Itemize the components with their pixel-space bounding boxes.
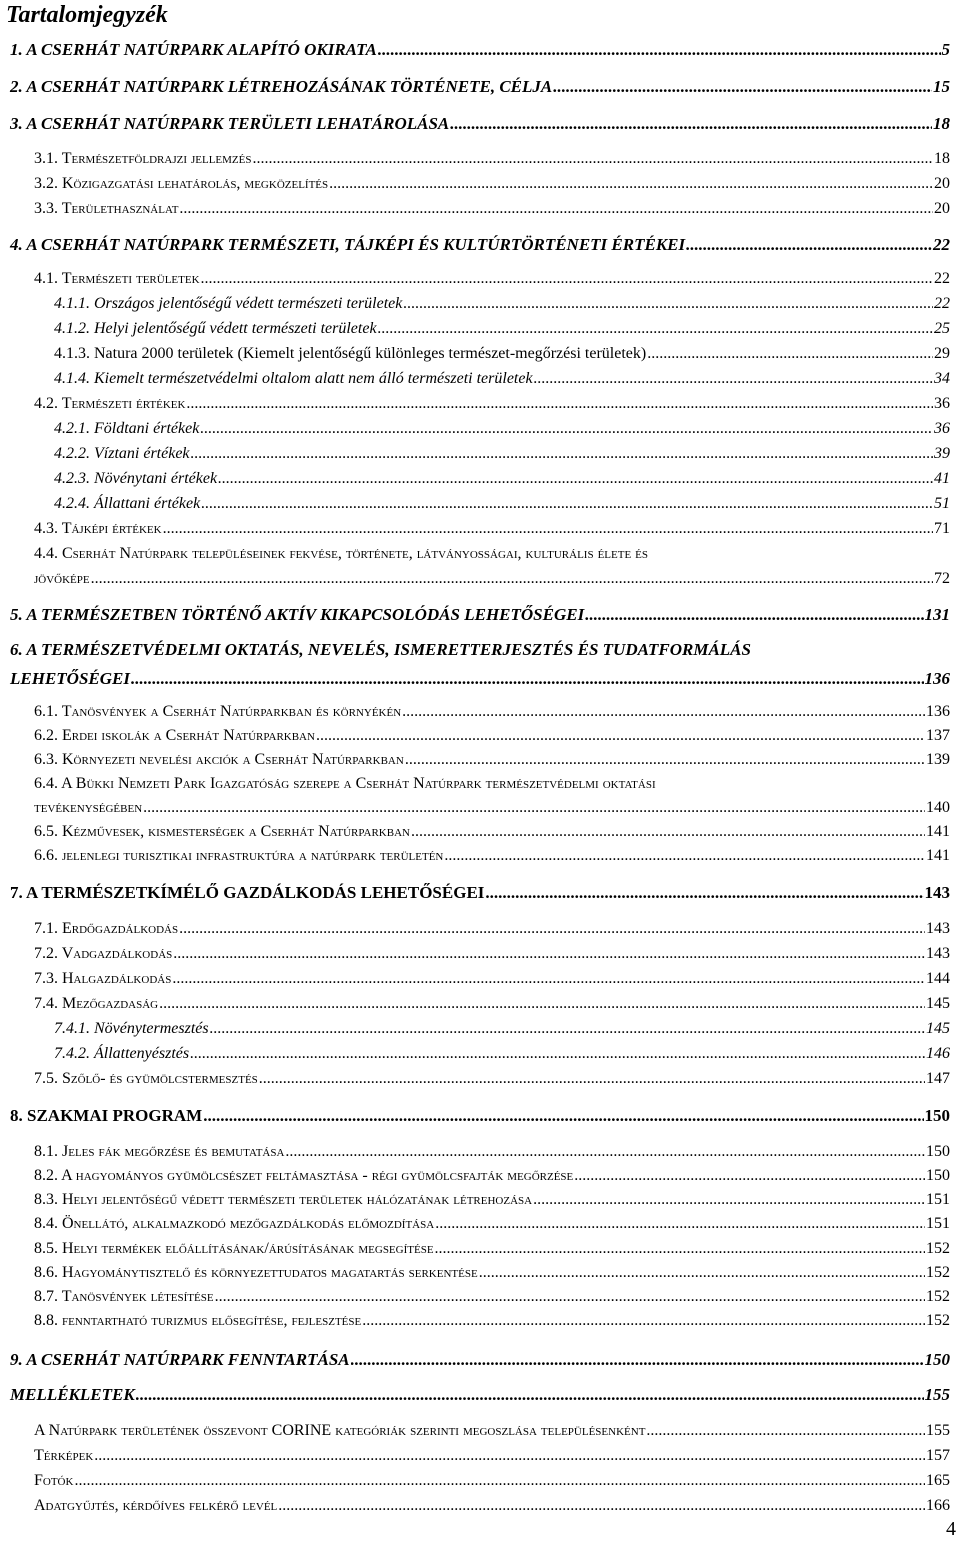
toc-entry-title: 7.4.1. Növénytermesztés xyxy=(54,1020,209,1037)
toc-entry-title: tevékenységében xyxy=(34,799,143,816)
toc-entry-title: 8.6. Hagyománytisztelő és környezettudatos magatartás serkentése xyxy=(34,1264,478,1281)
toc-entry-title: Térképek xyxy=(34,1447,94,1464)
dot-leader xyxy=(403,295,933,313)
toc-entry-title: 3. A CSERHÁT NATÚRPARK TERÜLETI LEHATÁROLÁSA xyxy=(10,114,450,133)
dot-leader xyxy=(210,1020,925,1038)
toc-entry-title: 6.5. Kézművesek, kismesterségek a Cserhát Natúrparkban xyxy=(34,823,410,840)
toc-page-number: 150 xyxy=(924,1350,950,1369)
toc-entry[interactable] xyxy=(34,920,950,938)
dot-leader xyxy=(435,1240,925,1258)
toc-page-number: 18 xyxy=(934,150,950,167)
dot-leader xyxy=(553,77,932,97)
toc-entry-title: 6.2. Erdei iskolák a Cserhát Natúrparkban xyxy=(34,727,315,744)
dot-leader xyxy=(131,669,924,689)
toc-entry-title: 4.2.4. Állattani értékek xyxy=(54,495,201,512)
toc-entry-title: 8.3. Helyi jelentőségű védett természeti területek hálózatának létrehozása xyxy=(34,1191,533,1208)
dot-leader xyxy=(218,470,933,488)
dot-leader xyxy=(316,727,925,745)
dot-leader xyxy=(173,945,925,963)
toc-entry-title: 7. A TERMÉSZETKÍMÉLŐ GAZDÁLKODÁS LEHETŐSÉGEI xyxy=(10,883,485,902)
toc-entry-title: 7.3. Halgazdálkodás xyxy=(34,970,172,987)
dot-leader xyxy=(485,883,923,903)
dot-leader xyxy=(351,1350,924,1370)
toc-entry[interactable] xyxy=(54,420,950,438)
toc-page-number: 145 xyxy=(926,1020,950,1037)
toc-page-number: 143 xyxy=(924,883,950,902)
toc-entry-title: 4.1.2. Helyi jelentőségű védett természeti területek xyxy=(54,320,377,337)
toc-page-number: 150 xyxy=(926,1167,950,1184)
toc-entry-title: 7.4. Mezőgazdaság xyxy=(34,995,159,1012)
toc-entry-title: 6.6. jelenlegi turisztikai infrastruktúra a natúrpark területén xyxy=(34,847,444,864)
toc-entry-title: 8. SZAKMAI PROGRAM xyxy=(10,1106,203,1125)
toc-page-number: 145 xyxy=(926,995,950,1012)
toc-page-number: 41 xyxy=(934,470,950,487)
toc-entry[interactable] xyxy=(34,823,950,841)
toc-entry[interactable] xyxy=(34,1167,950,1185)
toc-page-number: 152 xyxy=(926,1264,950,1281)
dot-leader xyxy=(479,1264,925,1282)
toc-entry[interactable] xyxy=(54,470,950,488)
toc-entry-title: 3.3. Területhasználat xyxy=(34,200,179,217)
toc-page-number: 15 xyxy=(933,77,950,96)
toc-page-number: 141 xyxy=(926,847,950,864)
toc-entry-first-line[interactable]: 6. A TERMÉSZETVÉDELMI OKTATÁS, NEVELÉS, ISMERETTERJESZTÉS ÉS TUDATFORMÁLÁS xyxy=(10,640,751,659)
toc-page-number: 152 xyxy=(926,1288,950,1305)
toc-entry-title: 5. A TERMÉSZETBEN TÖRTÉNŐ AKTÍV KIKAPCSOLÓDÁS LEHETŐSÉGEI xyxy=(10,605,585,624)
toc-page-number: 39 xyxy=(934,445,950,462)
dot-leader xyxy=(74,1472,925,1490)
page-title: Tartalomjegyzék xyxy=(6,2,168,28)
toc-page-number: 144 xyxy=(926,970,950,987)
dot-leader xyxy=(190,1045,925,1063)
toc-page-number: 25 xyxy=(934,320,950,337)
toc-entry[interactable] xyxy=(10,605,950,625)
toc-entry[interactable] xyxy=(34,1497,950,1515)
toc-entry[interactable] xyxy=(34,570,950,588)
toc-entry[interactable] xyxy=(34,1240,950,1258)
toc-page-number: 71 xyxy=(934,520,950,537)
dot-leader xyxy=(362,1312,925,1330)
toc-entry-title: 8.5. Helyi termékek előállításának/árúsításának megsegítése xyxy=(34,1240,434,1257)
toc-page-number: 151 xyxy=(926,1191,950,1208)
dot-leader xyxy=(201,495,933,513)
dot-leader xyxy=(646,1422,925,1440)
dot-leader xyxy=(143,799,925,817)
toc-page-number: 147 xyxy=(926,1070,950,1087)
toc-entry[interactable] xyxy=(54,495,950,513)
toc-entry-title: 4.2.3. Növénytani értékek xyxy=(54,470,218,487)
toc-entry[interactable] xyxy=(10,40,950,60)
toc-entry-title: 3.1. Természetföldrajzi jellemzés xyxy=(34,150,252,167)
toc-entry-title: 6.1. Tanösvények a Cserhát Natúrparkban és környékén xyxy=(34,703,402,720)
toc-page-number: 150 xyxy=(924,1106,950,1125)
toc-entry-title: 7.5. Szőlő- és gyümölcstermesztés xyxy=(34,1070,258,1087)
toc-page-number: 18 xyxy=(933,114,950,133)
toc-page-number: 146 xyxy=(926,1045,950,1062)
toc-entry-title: Fotók xyxy=(34,1472,74,1489)
toc-entry-title: 4. A CSERHÁT NATÚRPARK TERMÉSZETI, TÁJKÉPI ÉS KULTÚRTÖRTÉNETI ÉRTÉKEI xyxy=(10,235,686,254)
toc-entry[interactable] xyxy=(34,1288,950,1306)
toc-page-number: 29 xyxy=(934,345,950,362)
toc-entry[interactable] xyxy=(34,727,950,745)
toc-page-number: 165 xyxy=(926,1472,950,1489)
toc-entry-title: 4.2. Természeti értékek xyxy=(34,395,186,412)
toc-entry[interactable] xyxy=(34,1472,950,1490)
toc-entry-title: 6.3. Környezeti nevelési akciók a Cserhát Natúrparkban xyxy=(34,751,404,768)
toc-page-number: 5 xyxy=(941,40,950,59)
page-number: 4 xyxy=(946,1518,956,1540)
dot-leader xyxy=(179,920,925,938)
toc-entry-title: 7.4.2. Állattenyésztés xyxy=(54,1045,190,1062)
toc-page-number: 155 xyxy=(924,1385,950,1404)
dot-leader xyxy=(402,703,925,721)
toc-page-number: 140 xyxy=(926,799,950,816)
dot-leader xyxy=(186,395,933,413)
toc-entry[interactable] xyxy=(34,847,950,865)
toc-entry-title: MELLÉKLETEK xyxy=(10,1385,135,1404)
dot-leader xyxy=(215,1288,925,1306)
dot-leader xyxy=(647,345,933,363)
toc-entry[interactable] xyxy=(10,1350,950,1370)
toc-entry-title: LEHETŐSÉGEI xyxy=(10,669,130,688)
toc-page-number: 143 xyxy=(926,920,950,937)
dot-leader xyxy=(91,570,933,588)
toc-entry-title: 8.7. Tanösvények létesítése xyxy=(34,1288,214,1305)
dot-leader xyxy=(585,605,923,625)
toc-page-number: 151 xyxy=(926,1215,950,1232)
toc-entry[interactable] xyxy=(34,970,950,988)
toc-entry-title: 8.1. Jeles fák megőrzése és bemutatása xyxy=(34,1143,285,1160)
toc-entry[interactable] xyxy=(34,395,950,413)
toc-page-number: 72 xyxy=(934,570,950,587)
toc-entry[interactable] xyxy=(54,320,950,338)
toc-page-number: 136 xyxy=(924,669,950,688)
toc-page-number: 152 xyxy=(926,1240,950,1257)
dot-leader xyxy=(259,1070,925,1088)
toc-entry-title: 4.2.1. Földtani értékek xyxy=(54,420,200,437)
dot-leader xyxy=(686,235,932,255)
toc-entry[interactable] xyxy=(34,945,950,963)
toc-entry[interactable] xyxy=(10,77,950,97)
toc-entry-title: 8.8. fenntartható turizmus elősegítése, fejlesztése xyxy=(34,1312,362,1329)
toc-entry[interactable] xyxy=(34,1447,950,1465)
toc-page-number: 22 xyxy=(934,295,950,312)
toc-entry[interactable] xyxy=(34,1264,950,1282)
toc-entry[interactable] xyxy=(54,345,950,363)
dot-leader xyxy=(252,150,933,168)
dot-leader xyxy=(201,270,933,288)
toc-page-number: 36 xyxy=(934,420,950,437)
dot-leader xyxy=(329,175,933,193)
toc-entry-title: 9. A CSERHÁT NATÚRPARK FENNTARTÁSA xyxy=(10,1350,350,1369)
toc-entry[interactable] xyxy=(10,1106,950,1126)
dot-leader xyxy=(136,1385,924,1405)
toc-entry[interactable] xyxy=(34,703,950,721)
toc-entry[interactable] xyxy=(34,270,950,288)
toc-entry[interactable] xyxy=(34,520,950,538)
toc-entry[interactable] xyxy=(34,1312,950,1330)
toc-page-number: 20 xyxy=(934,175,950,192)
toc-page-number: 150 xyxy=(926,1143,950,1160)
toc-page-number: 51 xyxy=(934,495,950,512)
dot-leader xyxy=(411,823,925,841)
dot-leader xyxy=(533,1191,925,1209)
toc-page-number: 22 xyxy=(933,235,950,254)
dot-leader xyxy=(574,1167,925,1185)
toc-entry-title: 8.2. A hagyományos gyümölcsészet feltámasztása - régi gyümölcsfajták megőrzése xyxy=(34,1167,574,1184)
dot-leader xyxy=(534,370,933,388)
toc-entry[interactable] xyxy=(34,150,950,168)
dot-leader xyxy=(159,995,925,1013)
toc-entry[interactable] xyxy=(34,995,950,1013)
dot-leader xyxy=(163,520,933,538)
toc-entry[interactable] xyxy=(34,1070,950,1088)
toc-entry[interactable] xyxy=(34,175,950,193)
toc-entry-title: 4.1.3. Natura 2000 területek (Kiemelt jelentőségű különleges természet-megőrzési területek) xyxy=(54,345,647,362)
toc-entry[interactable] xyxy=(34,1422,950,1440)
dot-leader xyxy=(191,445,933,463)
toc-entry[interactable] xyxy=(34,799,950,817)
toc-entry[interactable] xyxy=(10,883,950,903)
toc-entry-title: 4.1.1. Országos jelentőségű védett természeti területek xyxy=(54,295,403,312)
toc-entry-title: A Natúrpark területének összevont CORINE kategóriák szerinti megoszlása településenként xyxy=(34,1422,646,1439)
toc-page-number: 155 xyxy=(926,1422,950,1439)
toc-page-number: 143 xyxy=(926,945,950,962)
toc-page-number: 139 xyxy=(926,751,950,768)
toc-entry[interactable] xyxy=(34,751,950,769)
toc-page-number: 141 xyxy=(926,823,950,840)
toc-page-number: 152 xyxy=(926,1312,950,1329)
toc-entry[interactable] xyxy=(34,200,950,218)
toc-page-number: 20 xyxy=(934,200,950,217)
toc-entry-title: 3.2. Közigazgatási lehatárolás, megközelítés xyxy=(34,175,329,192)
dot-leader xyxy=(450,114,932,134)
dot-leader xyxy=(94,1447,925,1465)
toc-entry[interactable] xyxy=(10,669,950,689)
toc-page-number: 166 xyxy=(926,1497,950,1514)
toc-page-number: 34 xyxy=(934,370,950,387)
toc-entry-title: 4.1. Természeti területek xyxy=(34,270,200,287)
dot-leader xyxy=(444,847,925,865)
toc-entry-title: 4.3. Tájképi értékek xyxy=(34,520,162,537)
dot-leader xyxy=(285,1143,925,1161)
toc-entry[interactable] xyxy=(34,1143,950,1161)
toc-page-number: 36 xyxy=(934,395,950,412)
dot-leader xyxy=(378,40,941,60)
toc-entry[interactable] xyxy=(54,370,950,388)
toc-entry-first-line[interactable]: 6.4. A Bükki Nemzeti Park Igazgatóság szerepe a Cserhát Natúrpark természetvédelmi oktatási xyxy=(34,775,656,792)
dot-leader xyxy=(405,751,925,769)
dot-leader xyxy=(435,1215,925,1233)
toc-entry-title: 7.1. Erdőgazdálkodás xyxy=(34,920,179,937)
toc-entry-title: Adatgyűjtés, kérdőíves felkérő levél xyxy=(34,1497,278,1514)
dot-leader xyxy=(179,200,933,218)
toc-entry[interactable] xyxy=(10,1385,950,1405)
toc-page-number: 131 xyxy=(924,605,950,624)
toc-entry[interactable] xyxy=(34,1191,950,1209)
dot-leader xyxy=(378,320,933,338)
toc-entry[interactable] xyxy=(54,1020,950,1038)
toc-entry[interactable] xyxy=(54,1045,950,1063)
toc-entry[interactable] xyxy=(54,295,950,313)
dot-leader xyxy=(203,1106,923,1126)
toc-page-number: 22 xyxy=(934,270,950,287)
toc-page-number: 136 xyxy=(926,703,950,720)
toc-entry[interactable] xyxy=(10,114,950,134)
toc-entry[interactable] xyxy=(34,1215,950,1233)
dot-leader xyxy=(200,420,933,438)
toc-entry-title: 7.2. Vadgazdálkodás xyxy=(34,945,173,962)
dot-leader xyxy=(172,970,925,988)
toc-page-number: 137 xyxy=(926,727,950,744)
toc-entry-title: 4.1.4. Kiemelt természetvédelmi oltalom alatt nem álló természeti területek xyxy=(54,370,533,387)
toc-entry[interactable] xyxy=(10,235,950,255)
toc-entry-title: 1. A CSERHÁT NATÚRPARK ALAPÍTÓ OKIRATA xyxy=(10,40,377,59)
toc-page-number: 157 xyxy=(926,1447,950,1464)
toc-entry-title: jövőképe xyxy=(34,570,90,587)
toc-entry-title: 4.2.2. Víztani értékek xyxy=(54,445,190,462)
dot-leader xyxy=(278,1497,925,1515)
toc-entry-first-line[interactable]: 4.4. Cserhát Natúrpark településeinek fekvése, története, látványosságai, kulturális élete és xyxy=(34,545,649,562)
toc-entry[interactable] xyxy=(54,445,950,463)
toc-entry-title: 2. A CSERHÁT NATÚRPARK LÉTREHOZÁSÁNAK TÖRTÉNETE, CÉLJA xyxy=(10,77,553,96)
toc-entry-title: 8.4. Önellátó, alkalmazkodó mezőgazdálkodás előmozdítása xyxy=(34,1215,435,1232)
